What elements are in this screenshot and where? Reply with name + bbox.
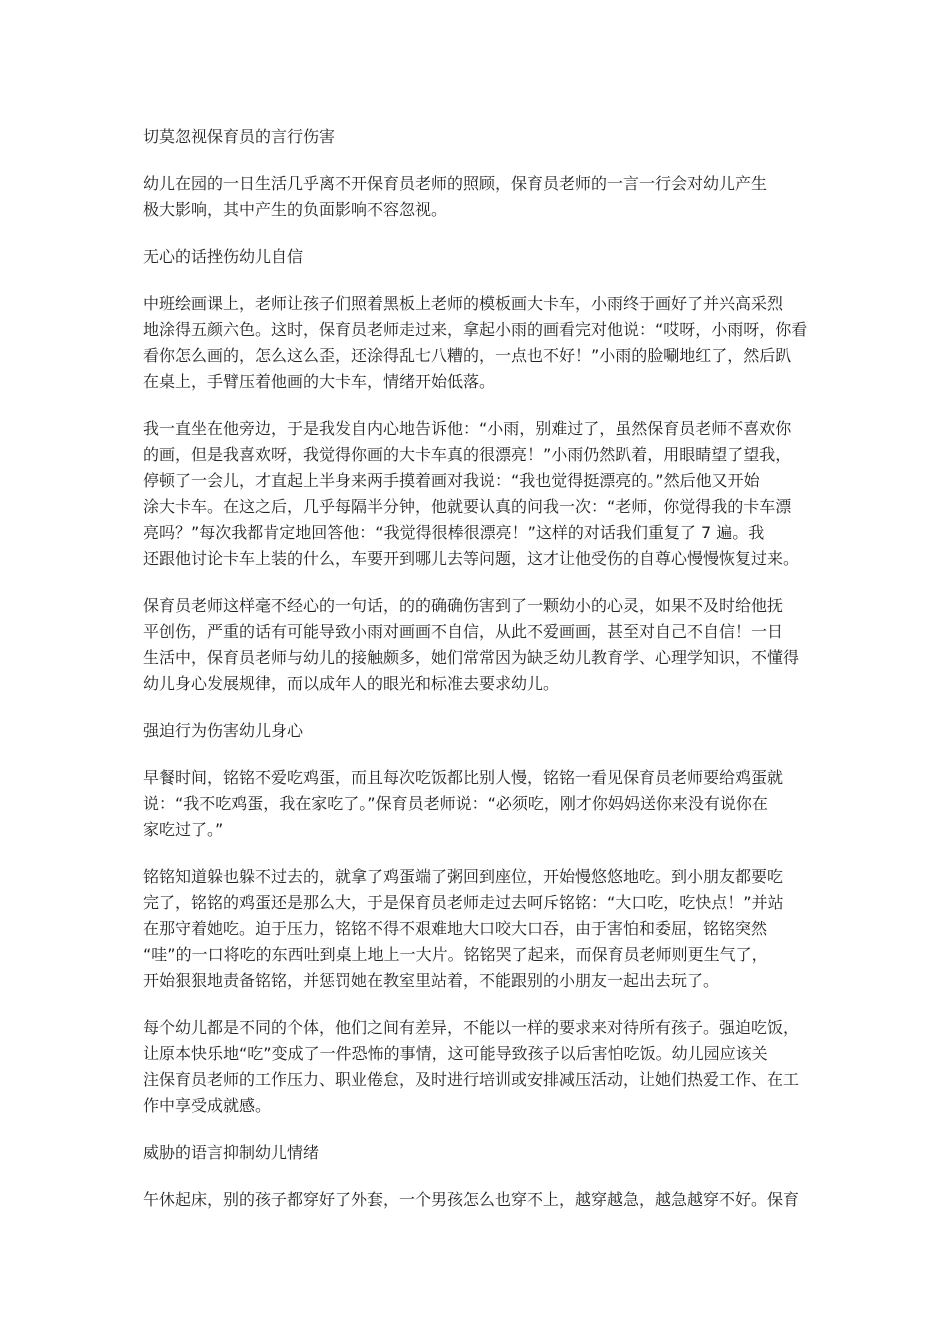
intro-paragraph: 幼儿在园的一日生活几乎离不开保育员老师的照顾，保育员老师的一言一行会对幼儿产生 极大影响，其中产生的负面影响不容忽视。: [143, 174, 768, 219]
body-paragraph: 午休起床，别的孩子都穿好了外套，一个男孩怎么也穿不上，越穿越急，越急越穿不好。保育: [143, 1190, 800, 1209]
body-paragraph: 每个幼儿都是不同的个体，他们之间有差异，不能以一样的要求来对待所有孩子。强迫吃饭， 让原本快乐地“吃”变成了一件恐怖的事情，这可能导致孩子以后害怕吃饭。幼儿园应该关 注保育员老师的工作压力、职业倦怠，及时进行培训或安排减压活动，让她们热爱工作、在工 作中享受成就感。: [143, 1018, 800, 1115]
section-heading-2: 强迫行为伤害幼儿身心: [143, 721, 304, 740]
body-paragraph: 早餐时间，铭铭不爱吃鸡蛋，而且每次吃饭都比别人慢，铭铭一看见保育员老师要给鸡蛋就 说：“我不吃鸡蛋，我在家吃了。”保育员老师说：“必须吃，刚才你妈妈送你来没有说你在 家吃过了。”: [143, 768, 784, 839]
body-paragraph: 我一直坐在他旁边，于是我发自内心地告诉他：“小雨，别难过了，虽然保育员老师不喜欢你 的画，但是我喜欢呀，我觉得你画的大卡车真的很漂亮！”小雨仍然趴着，用眼睛望了望我， 停顿了一会儿，才直起上半身来两手摸着画对我说：“我也觉得挺漂亮的。”然后他又开始 涂大卡车。在这之后，几乎每隔半分钟，他就要认真的问我一次：“老师，你觉得我的卡车漂 亮吗？”每次我都肯定地回答他：“我觉得很棒很漂亮！”这样的对话我们重复了 7 遍。我 还跟他讨论卡车上装的什么，车要开到哪儿去等问题，这才让他受伤的自尊心慢慢恢复过来。: [143, 419, 800, 568]
article-body: [143, 124, 823, 1234]
section-heading-1: 无心的话挫伤幼儿自信: [143, 247, 304, 266]
section-heading-3: 威胁的语言抑制幼儿情绪: [143, 1143, 320, 1162]
article-title: 切莫忽视保育员的言行伤害: [143, 127, 336, 146]
body-paragraph: 铭铭知道躲也躲不过去的，就拿了鸡蛋端了粥回到座位，开始慢悠悠地吃。到小朋友都要吃 完了，铭铭的鸡蛋还是那么大，于是保育员老师走过去呵斥铭铭：“大口吃，吃快点！”并站 在那守着她吃。迫于压力，铭铭不得不艰难地大口咬大口吞，由于害怕和委屈，铭铭突然 “哇”的一口将吃的东西吐到桌上地上一大片。铭铭哭了起来，而保育员老师则更生气了， 开始狠狠地责备铭铭，并惩罚她在教室里站着，不能跟别的小朋友一起出去玩了。: [143, 867, 784, 990]
body-paragraph: 保育员老师这样毫不经心的一句话，的的确确伤害到了一颗幼小的心灵，如果不及时给他抚 平创伤，严重的话有可能导致小雨对画画不自信，从此不爱画画，甚至对自己不自信！一日 生活中，保育员老师与幼儿的接触颇多，她们常常因为缺乏幼儿教育学、心理学知识，不懂得 幼儿身心发展规律，而以成年人的眼光和标准去要求幼儿。: [143, 596, 800, 693]
body-paragraph: 中班绘画课上，老师让孩子们照着黑板上老师的模板画大卡车，小雨终于画好了并兴高采烈 地涂得五颜六色。这时，保育员老师走过来，拿起小雨的画看完对他说：“哎呀，小雨呀，你看 看你怎么画的，怎么这么歪，还涂得乱七八糟的，一点也不好！”小雨的脸唰地红了，然后趴 在桌上，手臂压着他画的大卡车，情绪开始低落。: [143, 294, 808, 391]
